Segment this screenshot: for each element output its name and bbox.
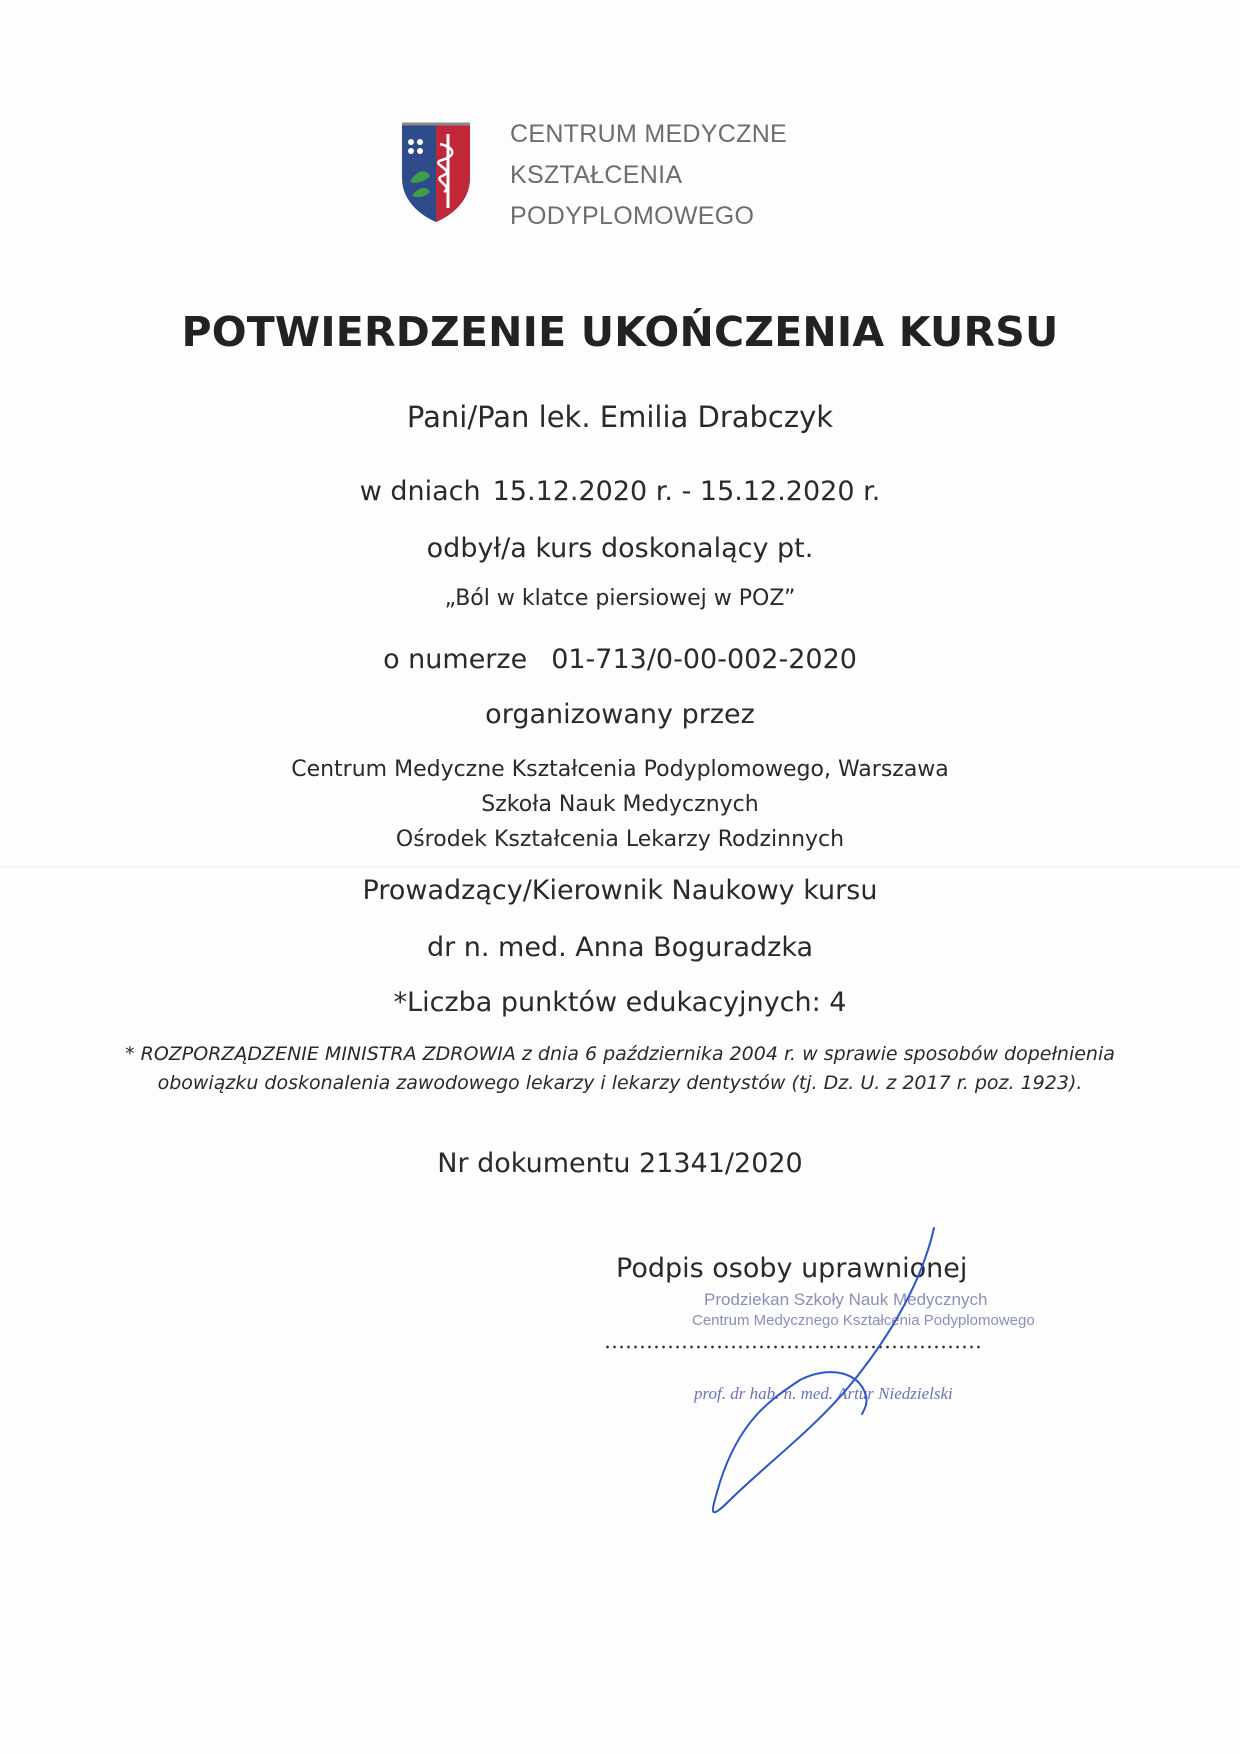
logo-line-1: CENTRUM MEDYCZNE — [510, 120, 788, 148]
logo-line-3: PODYPLOMOWEGO — [510, 202, 755, 230]
dates-label: w dniach — [359, 476, 481, 507]
lead-label: Prowadzący/Kierownik Naukowy kursu — [362, 875, 878, 906]
course-dates — [0, 476, 1240, 507]
document-number: Nr dokumentu 21341/2020 — [437, 1148, 803, 1179]
shield-logo-icon — [398, 120, 474, 224]
lead-name: dr n. med. Anna Boguradzka — [426, 932, 814, 963]
stamp-line-2: Centrum Medycznego Kształcenia Podyplomowego — [692, 1312, 1035, 1329]
organizer-line: Ośrodek Kształcenia Lekarzy Rodzinnych — [395, 827, 845, 852]
institution-logo-text — [510, 114, 787, 237]
stamp-signatory-name: prof. dr hab. n. med. Artur Niedzielski — [694, 1384, 953, 1403]
dates-value: 15.12.2020 r. - 15.12.2020 r. — [492, 476, 881, 507]
course-label: odbył/a kurs doskonalący pt. — [426, 533, 814, 564]
number-label: o numerze — [383, 644, 528, 675]
number-value: 01-713/0-00-002-2020 — [551, 644, 857, 675]
stamp-line-1: Prodziekan Szkoły Nauk Medycznych — [704, 1290, 988, 1309]
organizer-line: Szkoła Nauk Medycznych — [481, 792, 759, 817]
organizer-block — [0, 752, 1240, 857]
signature-label: Podpis osoby uprawnionej — [616, 1253, 968, 1284]
organizer-line: Centrum Medyczne Kształcenia Podyplomowego, Warszawa — [291, 757, 949, 782]
education-points: *Liczba punktów edukacyjnych: 4 — [393, 987, 847, 1018]
document-title: POTWIERDZENIE UKOŃCZENIA KURSU — [181, 308, 1059, 356]
course-name: „Ból w klatce piersiowej w POZ” — [444, 586, 796, 611]
signature-dotted-line — [604, 1345, 984, 1349]
recipient-name: Pani/Pan lek. Emilia Drabczyk — [406, 400, 834, 434]
regulation-footnote: * ROZPORZĄDZENIE MINISTRA ZDROWIA z dnia 6 października 2004 r. w sprawie sposobów dopełnienia obowiązku doskonalenia zawodowego lekarzy i lekarzy dentystów (tj. Dz. U. z 2017 r. poz. 1923). — [125, 1043, 1115, 1094]
paper-fold-line — [0, 866, 1240, 868]
course-number — [0, 644, 1240, 675]
logo-line-2: KSZTAŁCENIA — [510, 161, 683, 189]
organizer-label: organizowany przez — [485, 699, 755, 730]
